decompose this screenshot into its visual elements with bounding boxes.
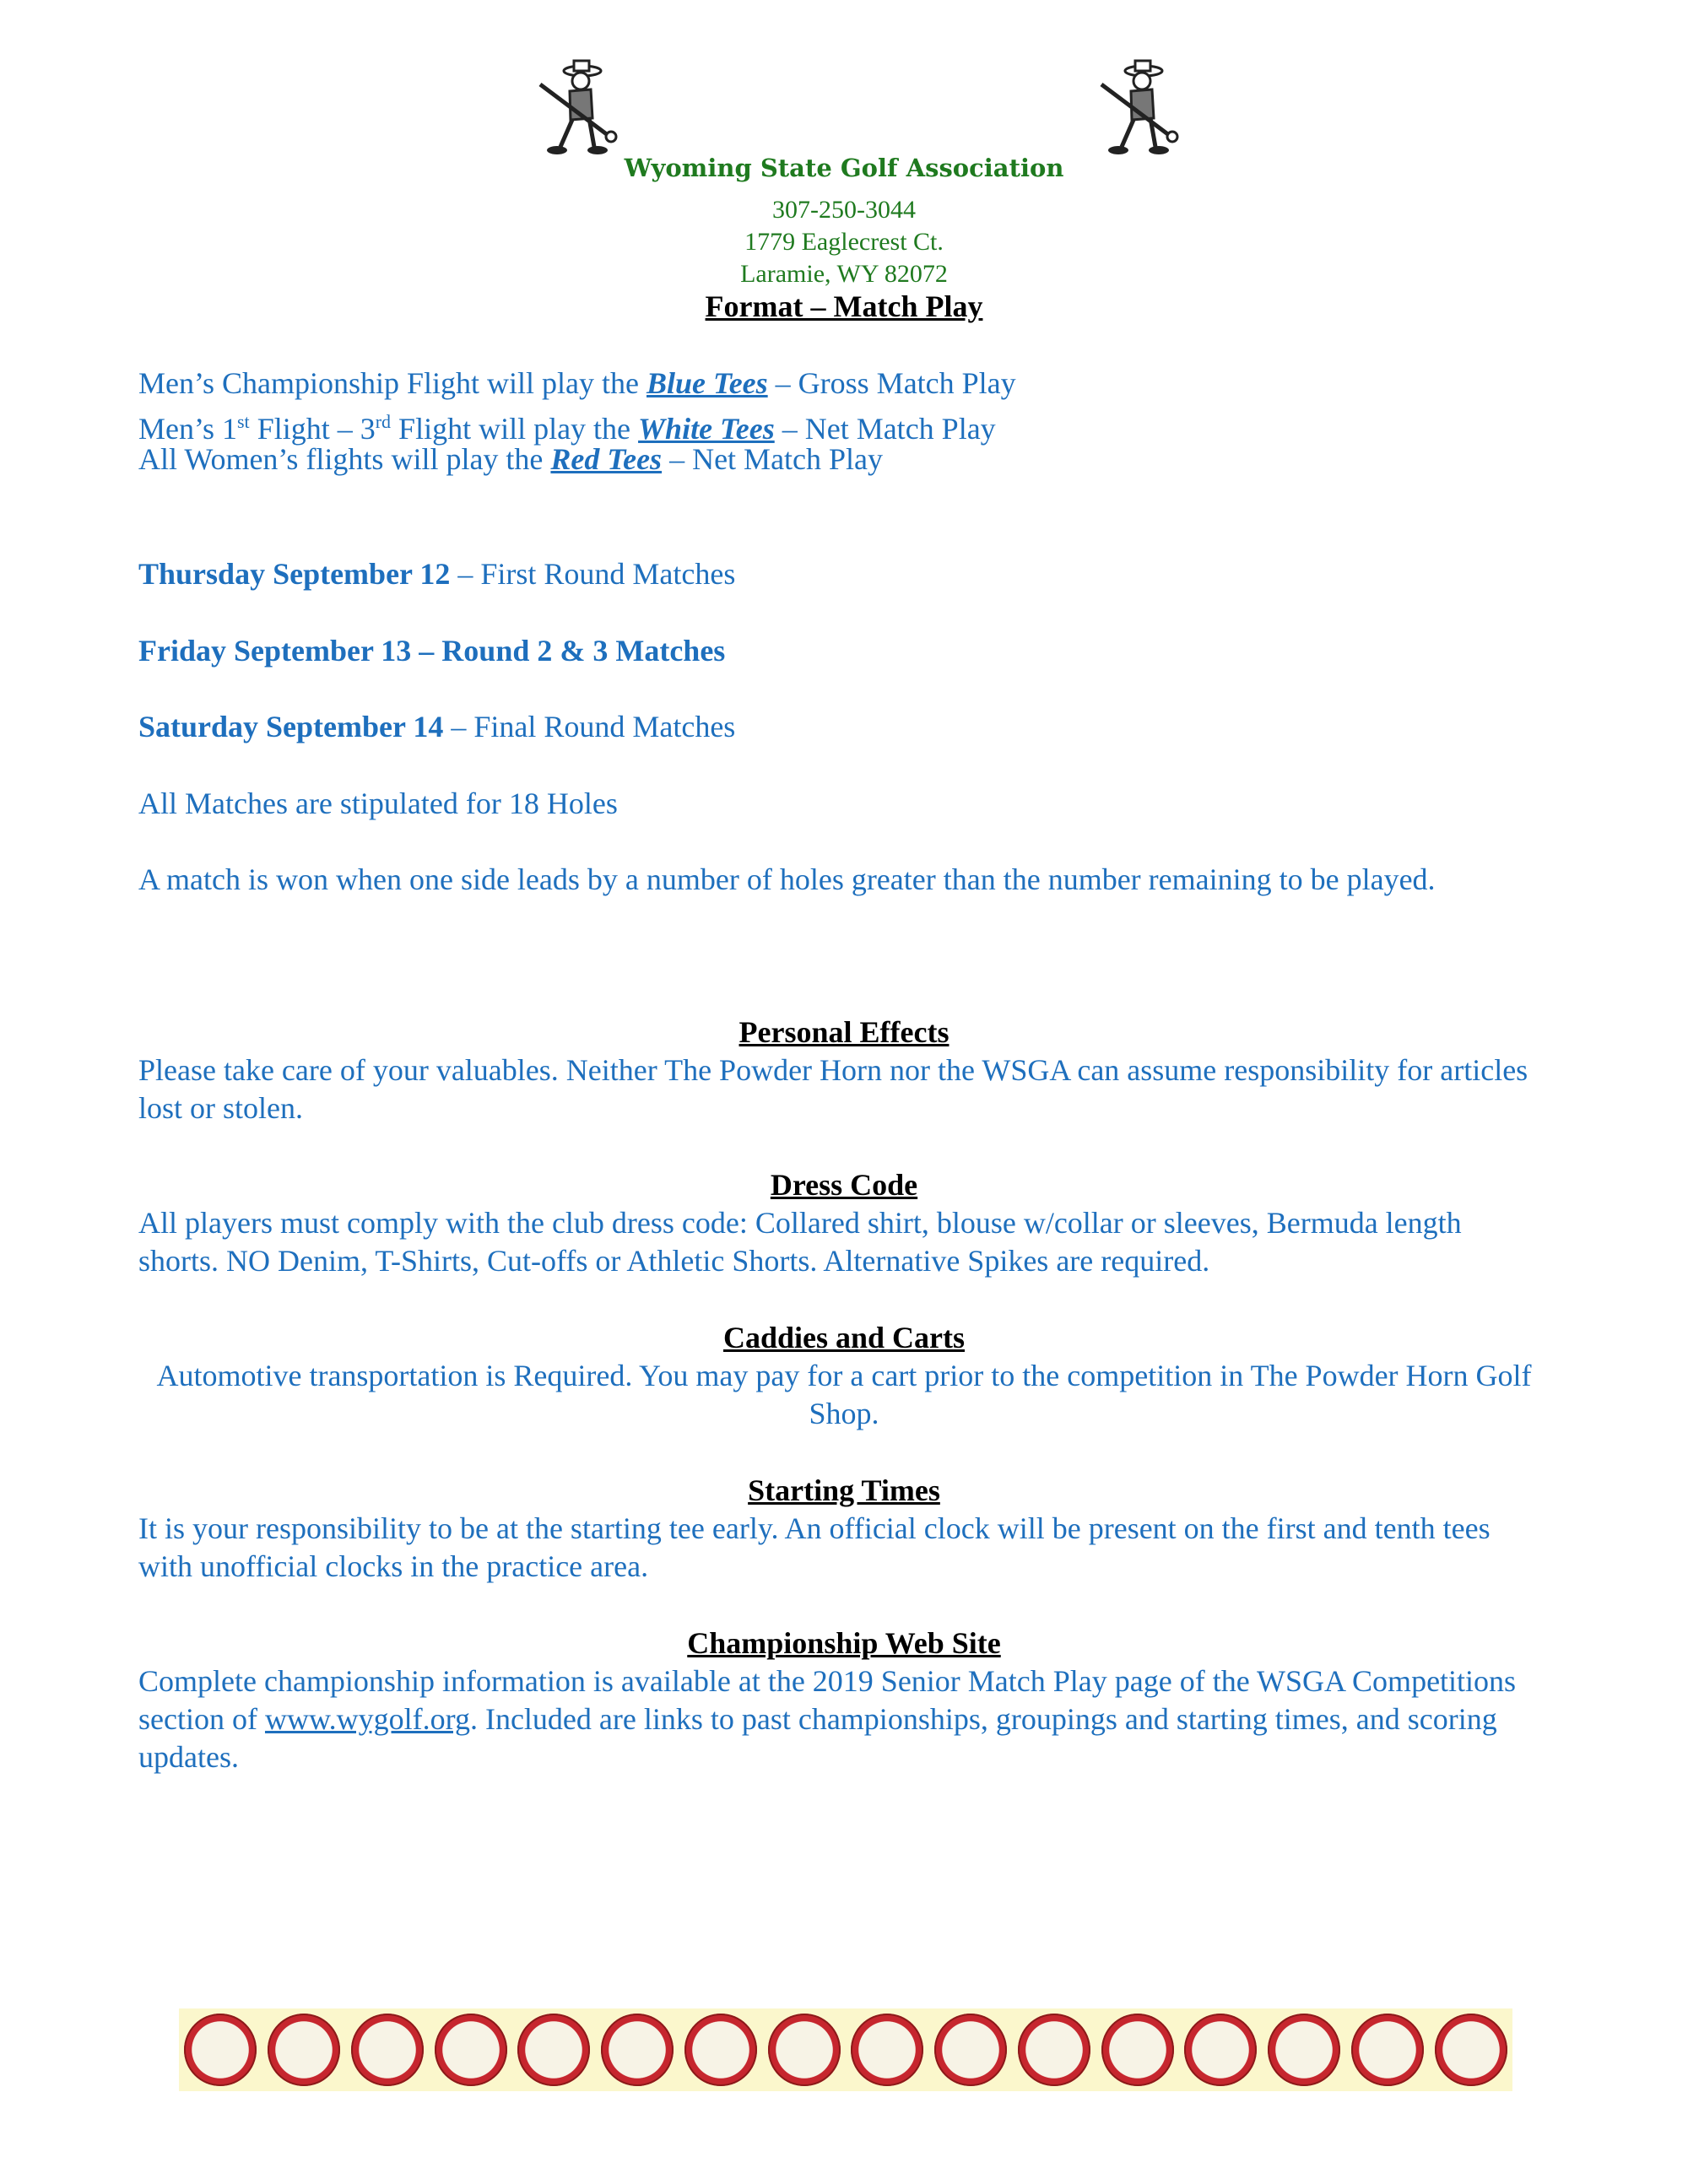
tee-line-women: All Women’s flights will play the Red Tees – Net Match Play (138, 442, 884, 476)
schedule-friday: Friday September 13 – Round 2 & 3 Matches (138, 634, 726, 668)
web-text: Complete championship information is available at the 2019 Senior Match Play page of the WSGA Competitions section of www.wygolf.org. Included are links to past championships, groupings and starting times, and scoring updates. (138, 1664, 1517, 1774)
tee-line-championship: Men’s Championship Flight will play the Blue Tees – Gross Match Play (138, 366, 1016, 400)
footer-seal-border (179, 2008, 1512, 2091)
cowboy-golfer-icon (1085, 59, 1186, 160)
wsga-seal-icon (1101, 2014, 1174, 2086)
wsga-seal-icon (934, 2014, 1007, 2086)
wsga-seal-icon (1018, 2014, 1090, 2086)
wsga-seal-icon (1268, 2014, 1340, 2086)
web-title: Championship Web Site (687, 1626, 1001, 1660)
wsga-seal-icon (1435, 2014, 1507, 2086)
holes-note: All Matches are stipulated for 18 Holes (138, 787, 618, 820)
wygolf-link[interactable]: www.wygolf.org (264, 1702, 470, 1736)
wsga-seal-icon (684, 2014, 757, 2086)
times-text: It is your responsibility to be at the starting tee early. An official clock will be present on the first and tenth tees with unofficial clocks in the practice area. (138, 1511, 1491, 1583)
wsga-seal-icon (1184, 2014, 1257, 2086)
white-tees-label: White Tees (638, 412, 775, 446)
effects-text: Please take care of your valuables. Neither The Powder Horn nor the WSGA can assume responsibility for articles lost or stolen. (138, 1053, 1528, 1125)
wsga-seal-icon (1351, 2014, 1424, 2086)
dress-title: Dress Code (770, 1168, 918, 1202)
win-rule: A match is won when one side leads by a number of holes greater than the number remaining to be played. (138, 862, 1436, 896)
schedule-saturday: Saturday September 14 – Final Round Matches (138, 710, 736, 743)
tee-line-flights: Men’s 1st Flight – 3rd Flight will play the White Tees – Net Match Play (138, 411, 996, 446)
org-city: Laramie, WY 82072 (740, 260, 948, 288)
carts-text: Automotive transportation is Required. You may pay for a cart prior to the competition in The Powder Horn Golf Shop. (156, 1359, 1532, 1430)
dress-text: All players must comply with the club dress code: Collared shirt, blouse w/collar or sleeves, Bermuda length shorts. NO Denim, T-Shirts, Cut-offs or Athletic Shorts. Alternative Spikes are required. (138, 1206, 1462, 1278)
org-name: Wyoming State Golf Association (624, 154, 1064, 182)
format-title: Format – Match Play (705, 289, 983, 323)
wsga-seal-icon (851, 2014, 923, 2086)
org-street: 1779 Eaglecrest Ct. (744, 228, 944, 256)
carts-title: Caddies and Carts (722, 1321, 966, 1354)
effects-title: Personal Effects (738, 1015, 950, 1049)
wsga-seal-icon (517, 2014, 590, 2086)
red-tees-label: Red Tees (550, 442, 663, 476)
schedule-thursday: Thursday September 12 – First Round Matches (138, 557, 736, 591)
org-phone: 307-250-3044 (772, 196, 916, 224)
wsga-seal-icon (268, 2014, 340, 2086)
cowboy-golfer-icon (523, 59, 625, 160)
wsga-seal-icon (435, 2014, 507, 2086)
blue-tees-label: Blue Tees (647, 366, 768, 400)
wsga-seal-icon (768, 2014, 841, 2086)
wsga-seal-icon (601, 2014, 674, 2086)
times-title: Starting Times (748, 1473, 940, 1507)
wsga-seal-icon (351, 2014, 424, 2086)
wsga-seal-icon (184, 2014, 257, 2086)
